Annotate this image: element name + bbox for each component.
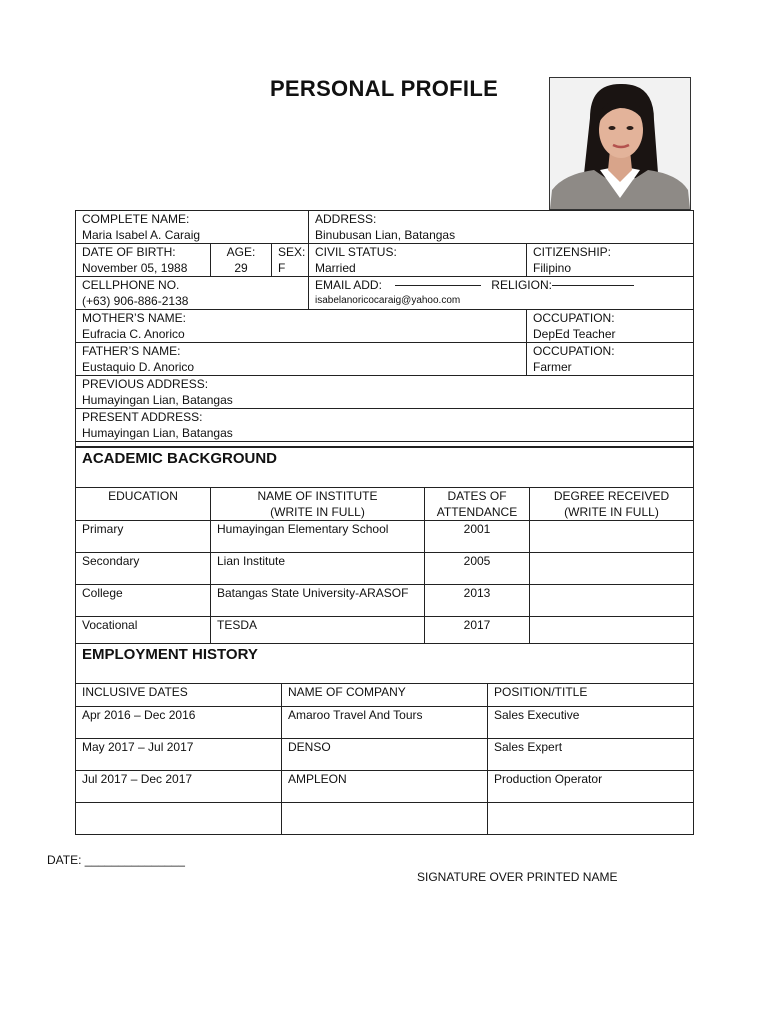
education-level: Primary — [76, 521, 211, 553]
dob-cell — [76, 244, 211, 277]
age-label: AGE: — [226, 245, 256, 259]
attendance-year: 2013 — [425, 585, 530, 617]
address-cell — [309, 211, 694, 244]
academic-table — [75, 447, 694, 644]
citizenship-label: CITIZENSHIP: — [533, 245, 612, 259]
employment-heading: EMPLOYMENT HISTORY — [76, 644, 694, 684]
cellphone-value: (+63) 906-886-2138 — [82, 294, 189, 308]
employment-dates: Jul 2017 – Dec 2017 — [76, 771, 282, 803]
institute-header-line2: (WRITE IN FULL) — [270, 505, 365, 519]
dates-header-line1: DATES OF — [447, 489, 507, 503]
email-religion-line — [315, 277, 687, 293]
company-name: Amaroo Travel And Tours — [282, 707, 488, 739]
table-row — [76, 707, 694, 739]
degree-received — [530, 617, 694, 644]
section-divider — [76, 442, 694, 447]
cellphone-cell — [76, 277, 309, 310]
dob-label: DATE OF BIRTH: — [82, 245, 176, 259]
table-row — [76, 771, 694, 803]
table-row — [76, 521, 694, 553]
mother-occupation-value: DepEd Teacher — [533, 327, 616, 341]
degree-column-header — [530, 488, 694, 521]
present-address-cell — [76, 409, 694, 442]
sex-label: SEX: — [278, 245, 306, 259]
attendance-year: 2001 — [425, 521, 530, 553]
email-underline — [395, 277, 481, 286]
civil-status-cell — [309, 244, 527, 277]
school-name: Lian Institute — [211, 553, 425, 585]
sex-value: F — [278, 261, 286, 275]
employment-dates — [76, 803, 282, 835]
citizenship-value: Filipino — [533, 261, 572, 275]
civil-status-label: CIVIL STATUS: — [315, 245, 397, 259]
company-name: DENSO — [282, 739, 488, 771]
father-occupation-label: OCCUPATION: — [533, 344, 615, 358]
email-religion-cell — [309, 277, 694, 310]
position-title: Production Operator — [488, 771, 694, 803]
school-name: TESDA — [211, 617, 425, 644]
dates-header-line2: ATTENDANCE — [436, 505, 518, 519]
academic-heading: ACADEMIC BACKGROUND — [76, 448, 694, 488]
age-cell — [211, 244, 272, 277]
degree-received — [530, 553, 694, 585]
email-value: isabelanoricocaraig@yahoo.com — [315, 295, 461, 306]
employment-table — [75, 644, 694, 835]
table-row — [76, 617, 694, 644]
father-name-value: Eustaquio D. Anorico — [82, 360, 195, 374]
civil-status-value: Married — [315, 261, 356, 275]
religion-underline — [552, 277, 634, 286]
position-title — [488, 803, 694, 835]
present-address-label: PRESENT ADDRESS: — [82, 410, 203, 424]
previous-address-label: PREVIOUS ADDRESS: — [82, 377, 209, 391]
school-name: Batangas State University-ARASOF — [211, 585, 425, 617]
employment-dates: Apr 2016 – Dec 2016 — [76, 707, 282, 739]
dates-column-header — [425, 488, 530, 521]
degree-received — [530, 585, 694, 617]
signature-label: SIGNATURE OVER PRINTED NAME — [417, 870, 618, 884]
profile-photo — [549, 77, 691, 210]
complete-name-cell — [76, 211, 309, 244]
position-title: Sales Expert — [488, 739, 694, 771]
portrait-image — [550, 78, 690, 209]
father-occupation-value: Farmer — [533, 360, 572, 374]
previous-address-cell — [76, 376, 694, 409]
position-title: Sales Executive — [488, 707, 694, 739]
institute-header-line1: NAME OF INSTITUTE — [257, 489, 378, 503]
date-field: DATE: _______________ — [47, 853, 185, 867]
degree-header-line2: (WRITE IN FULL) — [564, 505, 659, 519]
dob-value: November 05, 1988 — [82, 261, 188, 275]
cellphone-label: CELLPHONE NO. — [82, 278, 180, 292]
company-name — [282, 803, 488, 835]
mother-cell — [76, 310, 527, 343]
mother-occupation-cell — [527, 310, 694, 343]
sex-cell — [272, 244, 309, 277]
table-row — [76, 553, 694, 585]
education-column-header — [76, 488, 211, 521]
personal-profile-form — [75, 210, 693, 835]
father-name-label: FATHER’S NAME: — [82, 344, 181, 358]
company-name-header: NAME OF COMPANY — [282, 684, 488, 707]
table-row — [76, 585, 694, 617]
education-level: Secondary — [76, 553, 211, 585]
personal-info-table — [75, 210, 694, 447]
email-label: EMAIL ADD: — [315, 278, 382, 292]
address-value: Binubusan Lian, Batangas — [315, 228, 456, 242]
inclusive-dates-header: INCLUSIVE DATES — [76, 684, 282, 707]
attendance-year: 2005 — [425, 553, 530, 585]
father-cell — [76, 343, 527, 376]
age-value: 29 — [234, 261, 248, 275]
education-header-text: EDUCATION — [108, 489, 178, 503]
employment-dates: May 2017 – Jul 2017 — [76, 739, 282, 771]
complete-name-label: COMPLETE NAME: — [82, 212, 190, 226]
company-name: AMPLEON — [282, 771, 488, 803]
institute-column-header — [211, 488, 425, 521]
previous-address-value: Humayingan Lian, Batangas — [82, 393, 233, 407]
complete-name-value: Maria Isabel A. Caraig — [82, 228, 201, 242]
attendance-year: 2017 — [425, 617, 530, 644]
degree-header-line1: DEGREE RECEIVED — [553, 489, 670, 503]
table-row — [76, 739, 694, 771]
mother-occupation-label: OCCUPATION: — [533, 311, 615, 325]
mother-name-label: MOTHER’S NAME: — [82, 311, 187, 325]
religion-label: RELIGION: — [491, 278, 552, 292]
education-level: Vocational — [76, 617, 211, 644]
education-level: College — [76, 585, 211, 617]
father-occupation-cell — [527, 343, 694, 376]
school-name: Humayingan Elementary School — [211, 521, 425, 553]
degree-received — [530, 521, 694, 553]
position-title-header: POSITION/TITLE — [488, 684, 694, 707]
table-row — [76, 803, 694, 835]
present-address-value: Humayingan Lian, Batangas — [82, 426, 233, 440]
page-title: PERSONAL PROFILE — [269, 76, 499, 101]
address-label: ADDRESS: — [315, 212, 377, 226]
citizenship-cell — [527, 244, 694, 277]
mother-name-value: Eufracia C. Anorico — [82, 327, 185, 341]
